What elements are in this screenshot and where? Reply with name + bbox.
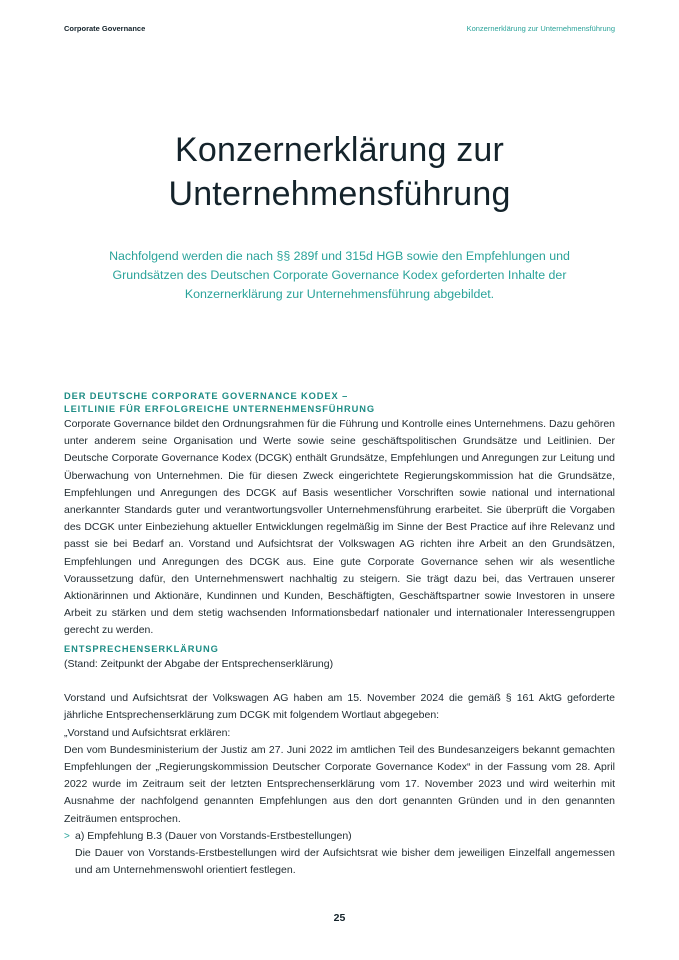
section-entsprechenserklaerung-subtitle: (Stand: Zeitpunkt der Abgabe der Entsprechenserklärung) — [64, 658, 334, 670]
section-dcgk-heading — [64, 390, 615, 416]
declaration-paragraph-2: Den vom Bundesministerium der Justiz am 27. Juni 2022 im amtlichen Teil des Bundesanzeigers bekannt gemachten Empfehlungen der „Regierungskommission Deutscher Corporate Governance Kodex“ in der Fassung vom 28. April 2022 wurde im Zeitraum seit der letzten Entsprechenserklärung vom 17. November 2023 und wird weiterhin mit Ausnahme der nachfolgend genannten Empfehlungen aus den dort genannten Gründen und in den genannten Zeiträumen entsprochen. — [64, 743, 615, 825]
section-dcgk — [64, 390, 615, 640]
declaration-quote-intro: „Vorstand und Aufsichtsrat erklären: — [64, 726, 231, 739]
running-header-chapter: Konzernerklärung zur Unternehmensführung — [466, 24, 615, 33]
running-header-section: Corporate Governance — [64, 24, 146, 33]
section-dcgk-body: Corporate Governance bildet den Ordnungsrahmen für die Führung und Kontrolle eines Unternehmens. Dazu gehören unter anderem seine Organisation und Werte sowie seine geschäftspolitischen Grundsätze und Leitlinien. Der Deutsche Corporate Governance Kodex (DCGK) enthält Grundsätze, Empfehlungen und Anregungen zur Leitung und Überwachung von Unternehmen. Die für diesen Zweck eingerichtete Regierungskommission hat die Grundsätze, Empfehlungen und Anregungen des DCGK auf Basis wesentlicher Vorschriften sowie national und international anerkannter Standards guter und verantwortungsvoller Unternehmensführung erarbeitet. Sie überprüft die Vorgaben des DCGK unter Einbeziehung aktueller Entwicklungen regelmäßig im Sinne der Best Practice auf ihre Relevanz und passt sie bei Bedarf an. Vorstand und Aufsichtsrat der Volkswagen AG richten ihre Arbeit an den Grundsätzen, Empfehlungen und Anregungen des DCGK aus. Eine gute Corporate Governance sehen wir als wesentliche Voraussetzung dafür, den Unternehmenswert nachhaltig zu steigern. Sie trägt dazu bei, das Vertrauen unserer Aktionärinnen und Aktionäre, Kundinnen und Kunden, Beschäftigten, Geschäftspartner sowie Investoren in unsere Arbeit zu stärken und dem stetig wachsenden Informationsbedarf nationaler und internationaler Interessengruppen gerecht zu werden. — [64, 418, 615, 637]
page-title — [0, 128, 679, 216]
intro-paragraph: Nachfolgend werden die nach §§ 289f und 315d HGB sowie den Empfehlungen und Grundsätzen des Deutschen Corporate Governance Kodex geforderten Inhalte der Konzernerklärung zur Unternehmensführung abgebildet. — [109, 249, 570, 301]
recommendation-item — [64, 828, 615, 880]
page-title-line-1: Konzernerklärung zur — [174, 131, 505, 169]
chevron-right-icon: > — [64, 830, 70, 842]
page-title-line-2: Unternehmensführung — [168, 175, 511, 213]
section-dcgk-heading-line-1: DER DEUTSCHE CORPORATE GOVERNANCE KODEX – — [64, 391, 349, 401]
page-number: 25 — [333, 912, 346, 924]
section-entsprechenserklaerung — [64, 643, 615, 879]
declaration-paragraph-1: Vorstand und Aufsichtsrat der Volkswagen AG haben am 15. November 2024 die gemäß § 161 AktG geforderte jährliche Entsprechenserklärung zum DCGK mit folgendem Wortlaut abgegeben: — [64, 692, 615, 722]
section-entsprechenserklaerung-heading: ENTSPRECHENSERKLÄRUNG — [64, 644, 219, 654]
section-dcgk-heading-line-2: LEITLINIE FÜR ERFOLGREICHE UNTERNEHMENSFÜHRUNG — [64, 404, 376, 414]
recommendation-item-title: a) Empfehlung B.3 (Dauer von Vorstands-Erstbestellungen) — [75, 829, 352, 842]
recommendation-item-body: Die Dauer von Vorstands-Erstbestellungen wird der Aufsichtsrat wie bisher dem jeweiligen Einzelfall angemessen und am Unternehmenswohl orientiert festlegen. — [75, 847, 615, 877]
